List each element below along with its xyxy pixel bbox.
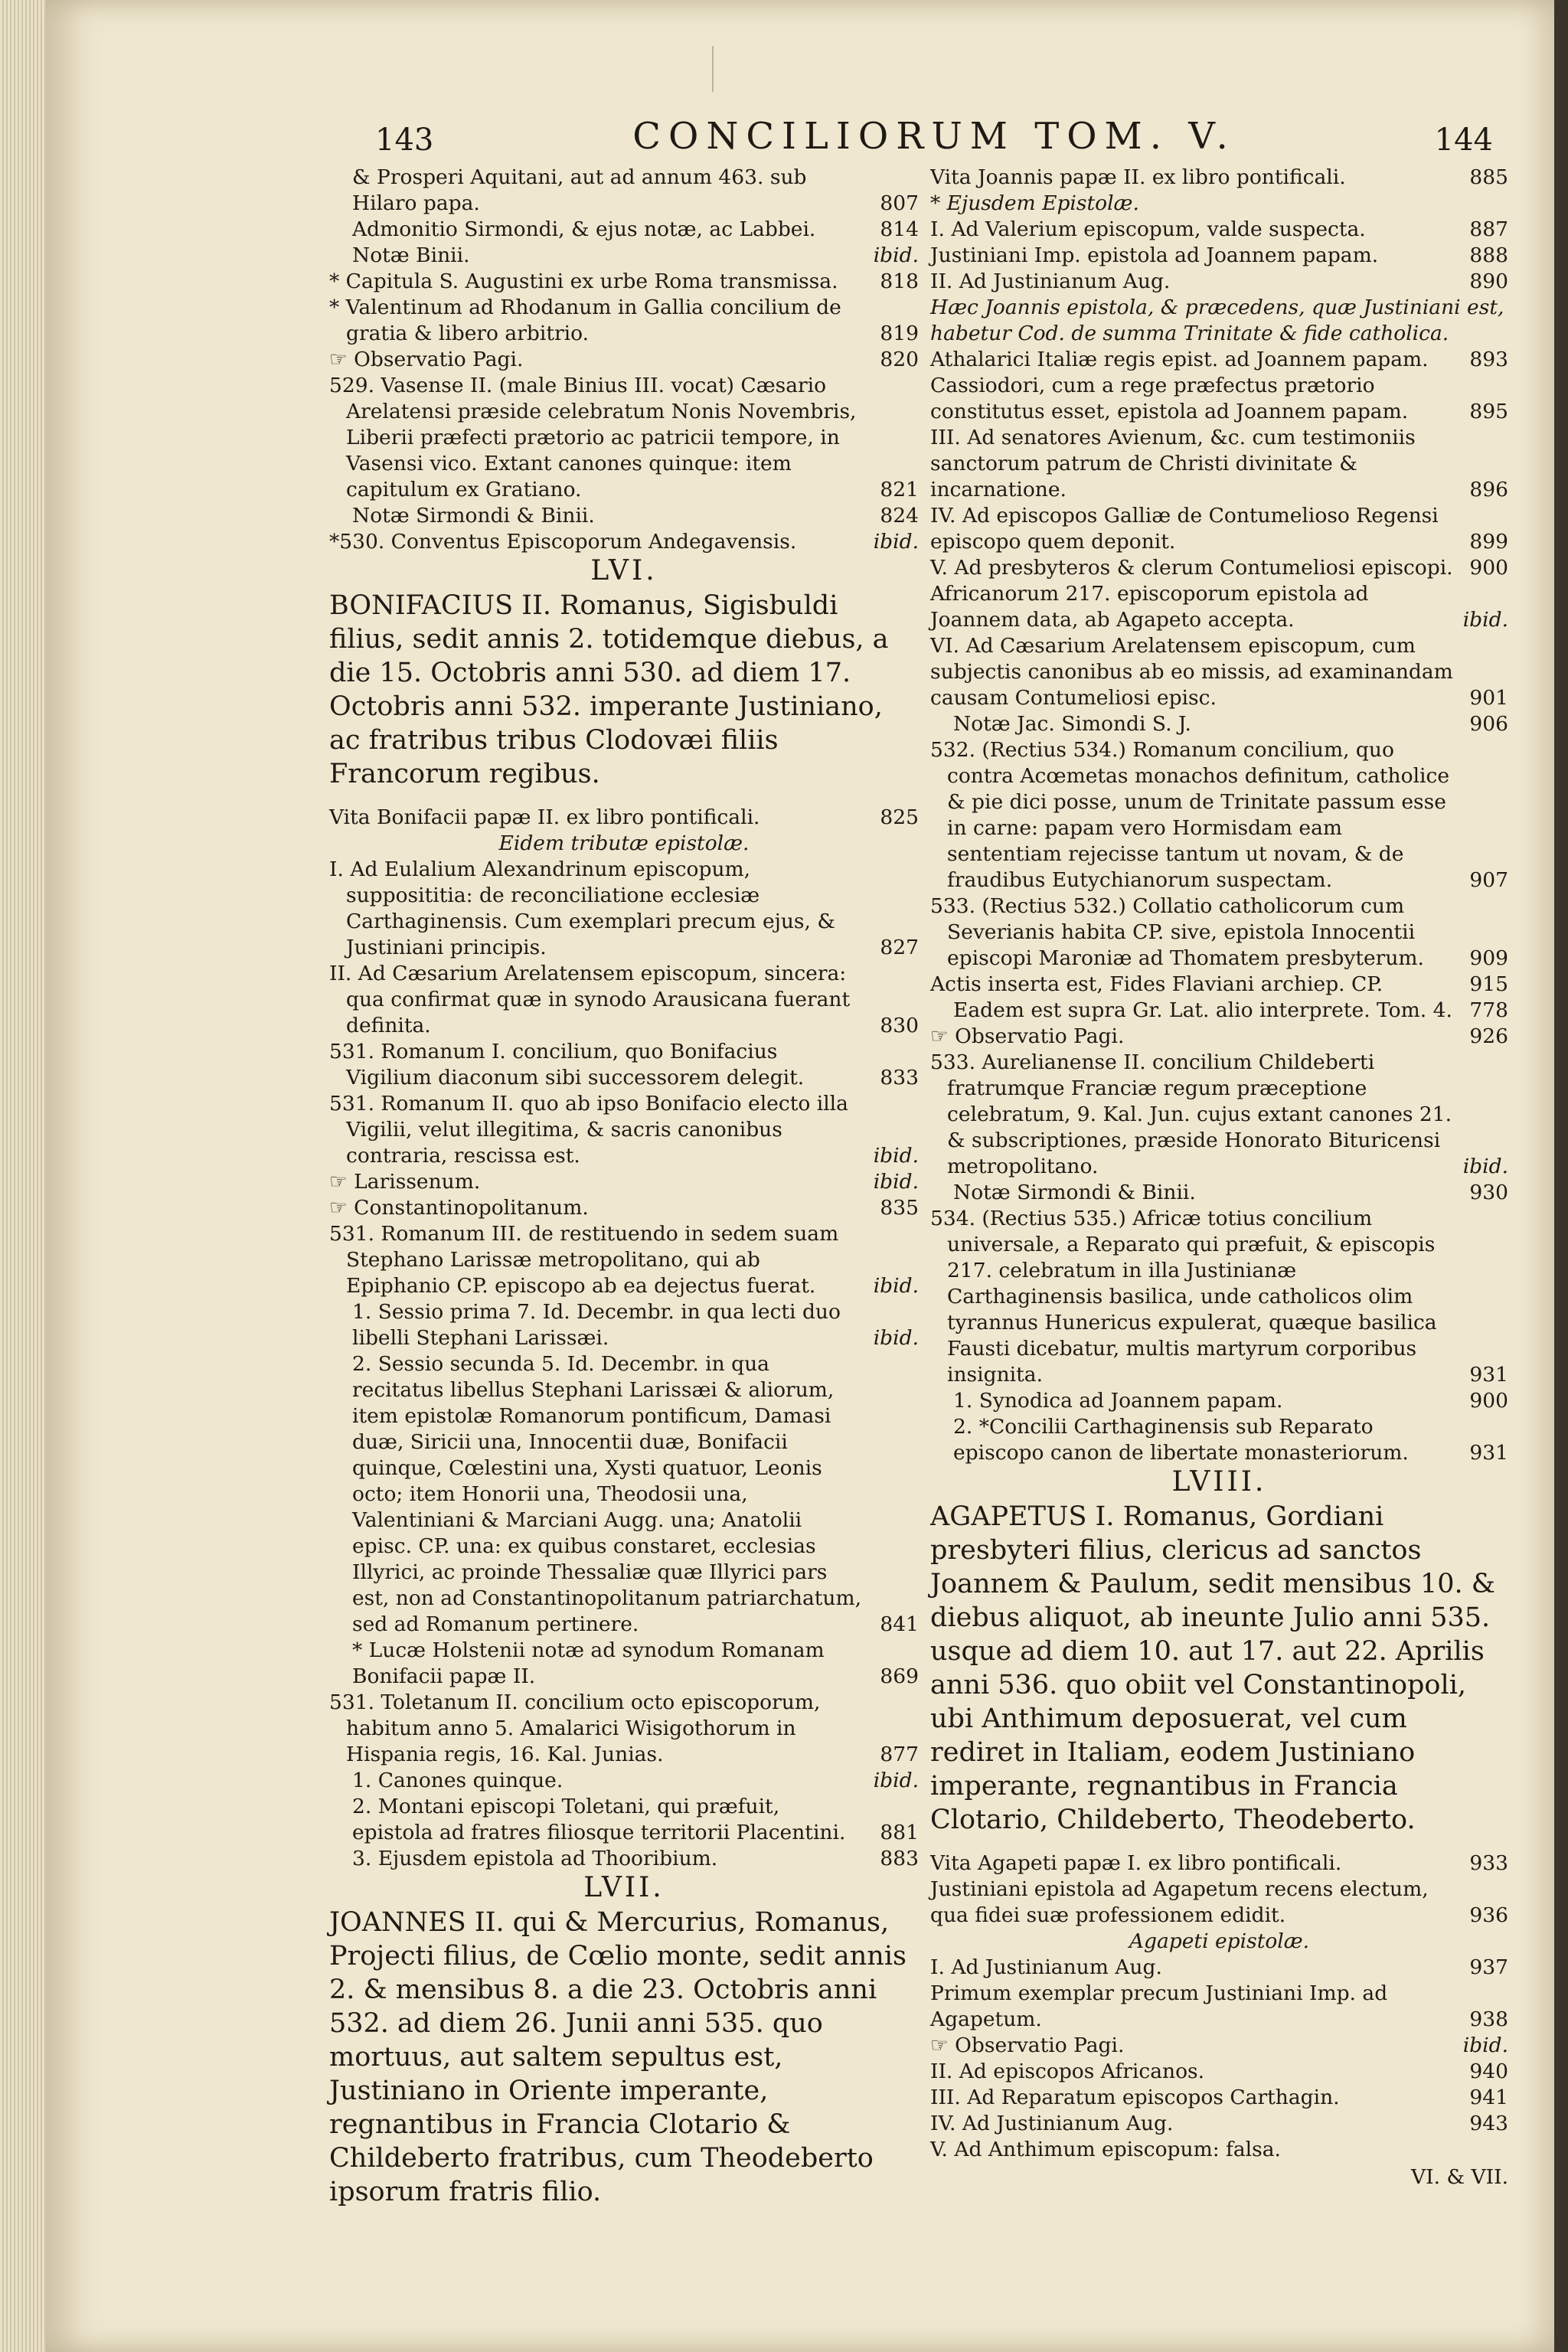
index-entry-text: 2. Montani episcopi Toletani, qui præfuit, epistola ad fratres filiosque territorii Placentini. [352,1795,846,1844]
index-entry-page: ibid. [1462,608,1508,632]
index-entry-text: VI. Ad Cæsarium Arelatensem episcopum, cum subjectis canonibus ab eo missis, ad examinandam causam Contumeliosi episc. [930,634,1453,710]
index-entry-text: V. Ad Anthimum episcopum: falsa. [930,2138,1281,2161]
index-entry [930,555,1508,581]
index-entry [930,503,1508,555]
index-entry [329,165,919,217]
index-entry-text: Eidem tributæ epistolæ. [498,831,750,855]
index-entry-text: ☞ Observatio Pagi. [930,1024,1125,1048]
index-entry-text: ☞ Larissenum. [329,1170,481,1194]
index-entry [329,1846,919,1872]
index-entry [329,529,919,555]
index-entry [930,633,1508,711]
index-entry-text: 1. Synodica ad Joannem papam. [953,1389,1283,1413]
index-entry-page: 835 [880,1196,919,1220]
index-entry [930,425,1508,503]
index-entry-page: 937 [1469,1955,1508,1979]
index-entry-page: ibid. [873,1326,919,1350]
fold-mark [712,46,714,92]
index-entry-page: 933 [1469,1851,1508,1875]
index-entry-text: 529. Vasense II. (male Binius III. vocat) Cæsario Arelatensi præside celebratum Nonis Novembris, Liberii præfecti prætorio ac patricii tempore, in Vasensi vico. Extant canones quinque: item capitulum ex Gratiano. [329,374,857,501]
index-entry-page: 824 [880,504,919,528]
index-entry-text: ☞ Observatio Pagi. [329,348,524,371]
index-entry [329,217,919,243]
index-entry [329,347,919,373]
index-entry-text: III. Ad Reparatum episcopos Carthagin. [930,2086,1340,2109]
index-entry [930,295,1508,347]
index-entry-text: * Capitula S. Augustini ex urbe Roma transmissa. [329,270,838,293]
index-entry-text: 531. Romanum I. concilium, quo Bonifacius Vigilium diaconum sibi successorem delegit. [329,1040,805,1089]
index-entry-page: 940 [1469,2060,1508,2083]
index-entry-page: ibid. [873,1769,919,1792]
index-entry-text: IV. Ad Justinianum Aug. [930,2112,1174,2135]
pope-entry-joannes: JOANNES II. qui & Mercurius, Romanus, Projecti filius, de Cœlio monte, sedit annis 2. & mensibus 8. a die 23. Octobris anni 532. ad diem 26. Junii anni 535. quo mortuus, aut saltem sepultus est, Justiniano in Oriente imperante, regnantibus in Francia Clotario & Childeberto fratribus, cum Theodeberto ipsorum fratris filio. [329,1907,907,2207]
index-entry-page: 906 [1469,712,1508,736]
page-header [375,115,1493,168]
index-entry-text: 2. Sessio secunda 5. Id. Decembr. in qua recitatus libellus Stephani Larissæi & aliorum, item epistolæ Romanorum pontificum, Damasi duæ, Siricii una, Innocentii duæ, Bonifacii quinque, Cœlestini una, Xysti quatuor, Leonis octo; item Honorii una, Theodosii una, Valentiniani & Marciani Augg. una; Anatolii episc. CP. una: ex quibus constaret, ecclesias Illyrici, ac proinde Thessaliæ quæ Illyrici pars est, non ad Constantinopolitanum patriarchatum, sed ad Romanum pertinere. [352,1352,862,1636]
index-entry-page: 893 [1469,348,1508,371]
index-entry-page: 890 [1469,270,1508,293]
index-entry-page: 814 [880,217,919,241]
index-entry-text: 1. Sessio prima 7. Id. Decembr. in qua lecti duo libelli Stephani Larissæi. [352,1300,841,1350]
index-entry-text: Notæ Jac. Simondi S. J. [953,712,1191,736]
index-entry-page: 941 [1469,2086,1508,2109]
index-entry-page: ibid. [1462,1155,1508,1178]
index-entry-page: 887 [1469,217,1508,241]
index-entry-page: ibid. [873,1144,919,1168]
index-entry [930,1024,1508,1050]
index-entry-text: & Prosperi Aquitani, aut ad annum 463. sub Hilaro papa. [352,165,807,215]
index-entry [329,1039,919,1091]
index-entry-text: *530. Conventus Episcoporum Andegavensis. [329,530,797,554]
index-entry [329,1794,919,1846]
index-entry-text: Hæc Joannis epistola, & præcedens, quæ Justiniani est, habetur Cod. de summa Trinitate & fide catholica. [930,296,1504,345]
index-entry [930,373,1508,425]
index-entry [930,1388,1508,1414]
index-entry [329,961,919,1039]
left-entries-2 [329,805,919,1872]
index-entry-page: 869 [880,1664,919,1688]
index-entry-page: 943 [1469,2112,1508,2135]
index-entry [930,2059,1508,2085]
index-entry [930,2137,1508,2163]
pope-entry-agapetus: AGAPETUS I. Romanus, Gordiani presbyteri filius, clericus ad sanctos Joannem & Paulum, sedit mensibus 10. & diebus aliquot, ab ineunte Julio anni 535. usque ad diem 10. aut 17. aut 22. Aprilis anni 536. quo obiit vel Constantinopoli, ubi Anthimum deposuerat, vel cum rediret in Italiam, eodem Justiniano imperante, regnantibus in Francia Clotario, Childeberto, Theodeberto. [930,1501,1495,1835]
index-entry-text: * Lucæ Holstenii notæ ad synodum Romanam Bonifacii papæ II. [352,1638,825,1688]
index-entry-text: 3. Ejusdem epistola ad Thooribium. [352,1847,718,1870]
index-entry-text: 531. Romanum III. de restituendo in sedem suam Stephano Larissæ metropolitano, qui ab Epiphanio CP. episcopo ab ea dejectus fuerat. [329,1222,839,1298]
index-entry-page: 827 [880,936,919,959]
index-entry [329,295,919,347]
index-entry-page: ibid. [873,530,919,554]
page-number-left: 143 [375,122,434,158]
index-entry [329,503,919,529]
index-entry-page: ibid. [873,1170,919,1194]
index-entry-text: 533. (Rectius 532.) Collatio catholicorum cum Severianis habita CP. sive, epistola Innocentii episcopi Maroniæ ad Thomatem presbyterum. [930,894,1424,970]
index-entry-text: 532. (Rectius 534.) Romanum concilium, quo contra Acœmetas monachos definitum, catholice & pie dici posse, unum de Trinitate passum esse in carne: papam vero Hormisdam eam sententiam rejecisse tantum ut novam, & de fraudibus Eutychianorum suspectam. [930,738,1450,892]
index-entry [329,1221,919,1299]
index-entry-text: Notæ Sirmondi & Binii. [953,1181,1196,1204]
index-entry-text: Admonitio Sirmondi, & ejus notæ, ac Labbei. [352,217,816,241]
index-entry-page: 821 [880,478,919,501]
index-entry [329,1690,919,1768]
index-entry-page: 926 [1469,1024,1508,1048]
index-entry-text: * Valentinum ad Rhodanum in Gallia concilium de gratia & libero arbitrio. [329,296,841,345]
index-entry-page: 807 [880,191,919,215]
index-entry-text: I. Ad Eulalium Alexandrinum episcopum, supposititia: de reconciliatione ecclesiæ Carthaginensis. Cum exemplari precum ejus, & Justiniani principis. [329,858,835,959]
index-entry-page: 888 [1469,243,1508,267]
index-entry [329,373,919,503]
page-number-right: 144 [1434,122,1493,158]
index-entry-page: 909 [1469,946,1508,970]
index-entry [930,165,1508,191]
index-entry-text: Agapeti epistolæ. [1129,1929,1310,1953]
index-entry [329,243,919,269]
section-heading-57: LVII. [583,1872,665,1903]
index-entry [329,1768,919,1794]
index-entry-text: Vita Joannis papæ II. ex libro pontificali. [930,165,1346,189]
index-entry-text: 534. (Rectius 535.) Africæ totius concilium universale, a Reparato qui præfuit, & episcopis 217. celebratum in illa Justinianæ Carthaginensis basilica, unde catholicos olim tyrannus Hunericus expulerat, quæque basilica Fausti dicebatur, multis martyrum corporibus insignita. [930,1207,1437,1387]
index-entry-text: III. Ad senatores Avienum, &c. cum testimoniis sanctorum patrum de Christi divinitate & incarnatione. [930,426,1416,501]
catchword: VI. & VII. [1411,2165,1508,2189]
right-entries-2 [930,1851,1508,2163]
index-entry [329,805,919,831]
index-entry-text: 531. Toletanum II. concilium octo episcoporum, habitum anno 5. Amalarici Wisigothorum in Hispania regis, 16. Kal. Junias. [329,1690,821,1766]
index-entry [930,737,1508,893]
index-entry-text: 2. *Concilii Carthaginensis sub Reparato episcopo canon de libertate monasteriorum. [953,1415,1409,1465]
index-entry-page: 883 [880,1847,919,1870]
index-entry-text: I. Ad Justinianum Aug. [930,1955,1162,1979]
index-entry-text: Vita Bonifacii papæ II. ex libro pontificali. [329,805,760,829]
index-entry-text: II. Ad Cæsarium Arelatensem episcopum, sincera: qua confirmat quæ in synodo Arausicana fuerant definita. [329,962,851,1037]
index-entry-page: 778 [1469,998,1508,1022]
index-entry [329,857,919,961]
right-column [930,165,1508,2190]
index-entry-page: 900 [1469,556,1508,580]
index-entry-page: 899 [1469,530,1508,554]
index-entry [930,1877,1508,1929]
index-entry [930,2085,1508,2111]
right-entries-1 [930,165,1508,1466]
index-entry-text: 531. Romanum II. quo ab ipso Bonifacio electo illa Vigilii, velut illegitima, & sacris canonibus contraria, rescissa est. [329,1092,848,1168]
index-entry-page: 938 [1469,2007,1508,2031]
index-entry-text: Justiniani epistola ad Agapetum recens electum, qua fidei suæ professionem edidit. [930,1877,1429,1927]
index-entry-page: 885 [1469,165,1508,189]
index-entry [930,1180,1508,1206]
index-entry-page: 936 [1469,1903,1508,1927]
index-entry-text: Cassiodori, cum a rege præfectus prætorio constitutus esset, epistola ad Joannem papam. [930,374,1409,423]
index-entry [930,711,1508,737]
index-entry-page: 915 [1469,972,1508,996]
index-entry-page: ibid. [873,1274,919,1298]
index-entry-text: Justiniani Imp. epistola ad Joannem papam. [930,243,1379,267]
index-entry [930,1414,1508,1466]
left-entries-1 [329,165,919,555]
index-entry-page: 930 [1469,1181,1508,1204]
index-entry-text: V. Ad presbyteros & clerum Contumeliosi episcopi. [930,556,1453,580]
index-entry [329,269,919,295]
index-entry [930,1929,1508,1955]
index-entry-text: 1. Canones quinque. [352,1769,564,1792]
left-column [329,165,919,2223]
index-entry-text: Eadem est supra Gr. Lat. alio interprete. Tom. 4. [953,998,1452,1022]
index-entry [930,581,1508,633]
index-entry-page: 841 [880,1612,919,1636]
index-entry [930,1981,1508,2033]
index-entry-text: II. Ad episcopos Africanos. [930,2060,1205,2083]
index-entry-page: 931 [1469,1363,1508,1387]
section-heading-58: LVIII. [1171,1466,1267,1498]
index-entry-page: 901 [1469,686,1508,710]
index-entry [930,998,1508,1024]
index-entry [930,972,1508,998]
index-entry-page: 931 [1469,1441,1508,1465]
index-entry-page: 819 [880,322,919,345]
index-entry [930,2033,1508,2059]
index-entry [329,1299,919,1351]
index-entry [930,893,1508,972]
index-entry [930,347,1508,373]
index-entry [329,831,919,857]
running-head: CONCILIORUM TOM. V. [632,115,1236,158]
index-entry [930,1050,1508,1180]
index-entry-page: 877 [880,1743,919,1766]
index-entry-text: ☞ Observatio Pagi. [930,2034,1125,2057]
index-entry-text: * Ejusdem Epistolæ. [930,191,1139,215]
pope-entry-bonifacius: BONIFACIUS II. Romanus, Sigisbuldi filius, sedit annis 2. totidemque diebus, a die 15. Octobris anni 530. ad diem 17. Octobris anni 532. imperante Justiniano, ac fratribus tribus Clodovæi filiis Francorum regibus. [329,590,889,789]
index-entry-text: Notæ Sirmondi & Binii. [352,504,595,528]
index-entry-text: I. Ad Valerium episcopum, valde suspecta. [930,217,1366,241]
index-entry [930,1206,1508,1388]
index-entry-page: 820 [880,348,919,371]
index-entry-text: ☞ Constantinopolitanum. [329,1196,589,1220]
index-entry-text: 533. Aurelianense II. concilium Childeberti fratrumque Franciæ regum præceptione celebratum, 9. Kal. Jun. cujus extant canones 21. & subscriptiones, præside Honorato Bituricensi metropolitano. [930,1050,1452,1178]
index-entry-text: Actis inserta est, Fides Flaviani archiep. CP. [930,972,1383,996]
index-entry-text: Primum exemplar precum Justiniani Imp. ad Agapetum. [930,1981,1388,2031]
index-entry-page: ibid. [1462,2034,1508,2057]
index-entry-text: Notæ Binii. [352,243,470,267]
index-entry [930,191,1508,217]
index-entry [329,1169,919,1195]
section-heading-56: LVI. [590,555,658,586]
index-entry-page: 830 [880,1014,919,1037]
index-entry-text: Africanorum 217. episcoporum epistola ad Joannem data, ab Agapeto accepta. [930,582,1369,632]
index-entry [329,1351,919,1638]
index-entry [930,2111,1508,2137]
index-entry-text: Athalarici Italiæ regis epist. ad Joannem papam. [930,348,1429,371]
index-entry-page: 881 [880,1821,919,1844]
index-entry-text: IV. Ad episcopos Galliæ de Contumelioso Regensi episcopo quem deponit. [930,504,1439,554]
index-entry-page: 900 [1469,1389,1508,1413]
index-entry-page: 818 [880,270,919,293]
index-entry [329,1195,919,1221]
index-entry-page: ibid. [873,243,919,267]
index-entry-page: 833 [880,1066,919,1089]
index-entry [930,1851,1508,1877]
index-entry-page: 896 [1469,478,1508,501]
index-entry [329,1091,919,1169]
index-entry-page: 895 [1469,400,1508,423]
book-page-edges [0,0,46,2352]
index-entry-text: Vita Agapeti papæ I. ex libro pontificali. [930,1851,1342,1875]
index-entry [930,217,1508,243]
index-entry-text: II. Ad Justinianum Aug. [930,270,1171,293]
index-entry [329,1638,919,1690]
index-entry-page: 907 [1469,868,1508,892]
index-entry [930,243,1508,269]
index-entry-page: 825 [880,805,919,829]
index-entry [930,1955,1508,1981]
index-entry [930,269,1508,295]
